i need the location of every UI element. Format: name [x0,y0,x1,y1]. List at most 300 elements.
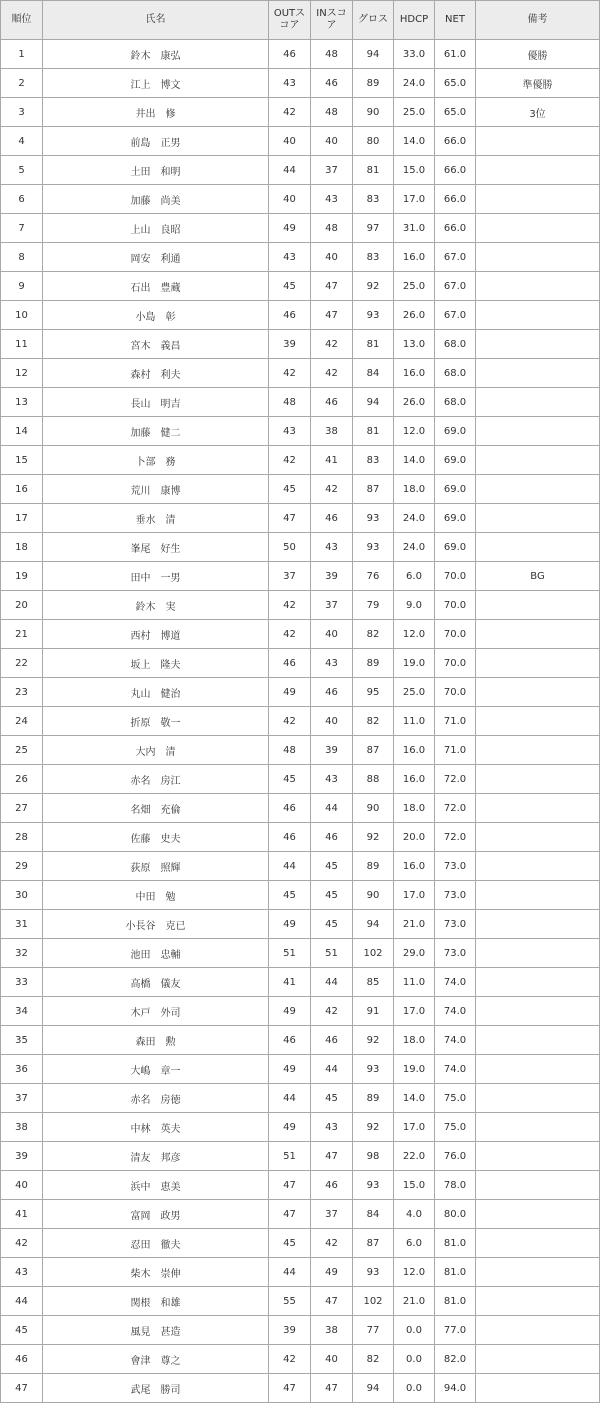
rank-cell: 21 [1,620,43,649]
out-score-cell: 47 [269,504,311,533]
rank-cell: 30 [1,881,43,910]
hdcp-cell: 26.0 [394,388,435,417]
rank-cell: 45 [1,1316,43,1345]
in-score-cell: 43 [311,765,353,794]
note-cell [476,1113,600,1142]
out-score-cell: 45 [269,881,311,910]
name-cell: 上山 良昭 [43,214,269,243]
name-cell: 西村 博道 [43,620,269,649]
name-cell: 鈴木 康弘 [43,40,269,69]
rank-cell: 28 [1,823,43,852]
in-score-cell: 43 [311,649,353,678]
table-row [1,1026,600,1055]
name-cell: 峯尾 好生 [43,533,269,562]
name-cell: 垂水 清 [43,504,269,533]
table-row [1,649,600,678]
net-cell: 74.0 [435,1026,476,1055]
table-row [1,620,600,649]
hdcp-cell: 31.0 [394,214,435,243]
gross-cell: 92 [353,1113,394,1142]
net-cell: 68.0 [435,388,476,417]
in-score-cell: 46 [311,678,353,707]
out-score-cell: 46 [269,40,311,69]
in-score-cell: 48 [311,98,353,127]
hdcp-cell: 18.0 [394,794,435,823]
name-cell: 小島 彰 [43,301,269,330]
hdcp-cell: 29.0 [394,939,435,968]
note-cell: BG [476,562,600,591]
hdcp-cell: 17.0 [394,1113,435,1142]
net-cell: 70.0 [435,678,476,707]
note-cell [476,939,600,968]
note-cell [476,1229,600,1258]
gross-cell: 90 [353,98,394,127]
gross-cell: 81 [353,417,394,446]
in-score-cell: 43 [311,533,353,562]
note-cell [476,127,600,156]
table-row [1,330,600,359]
hdcp-cell: 12.0 [394,620,435,649]
note-cell [476,1345,600,1374]
name-cell: 森田 勲 [43,1026,269,1055]
note-cell [476,156,600,185]
gross-cell: 93 [353,301,394,330]
in-score-cell: 48 [311,40,353,69]
name-cell: 清友 邦彦 [43,1142,269,1171]
gross-cell: 77 [353,1316,394,1345]
gross-cell: 92 [353,272,394,301]
table-row [1,1055,600,1084]
table-row [1,562,600,591]
net-cell: 73.0 [435,939,476,968]
gross-cell: 76 [353,562,394,591]
out-score-cell: 42 [269,98,311,127]
name-cell: 森村 利夫 [43,359,269,388]
hdcp-cell: 14.0 [394,446,435,475]
gross-cell: 87 [353,1229,394,1258]
table-row [1,359,600,388]
gross-cell: 84 [353,359,394,388]
hdcp-cell: 24.0 [394,504,435,533]
table-row [1,1316,600,1345]
net-cell: 67.0 [435,272,476,301]
rank-cell: 33 [1,968,43,997]
hdcp-cell: 17.0 [394,997,435,1026]
header-row [1,1,600,40]
hdcp-cell: 19.0 [394,1055,435,1084]
gross-cell: 97 [353,214,394,243]
in-score-cell: 45 [311,910,353,939]
net-cell: 77.0 [435,1316,476,1345]
hdcp-cell: 18.0 [394,475,435,504]
rank-cell: 3 [1,98,43,127]
out-score-cell: 47 [269,1200,311,1229]
rank-cell: 37 [1,1084,43,1113]
header-out-score: OUTスコア [269,1,311,40]
header-hdcp: HDCP [394,1,435,40]
out-score-cell: 44 [269,1084,311,1113]
table-row [1,881,600,910]
in-score-cell: 38 [311,417,353,446]
name-cell: 小長谷 克已 [43,910,269,939]
out-score-cell: 55 [269,1287,311,1316]
rank-cell: 38 [1,1113,43,1142]
rank-cell: 4 [1,127,43,156]
out-score-cell: 49 [269,1113,311,1142]
net-cell: 74.0 [435,1055,476,1084]
note-cell [476,736,600,765]
hdcp-cell: 13.0 [394,330,435,359]
note-cell: 3位 [476,98,600,127]
out-score-cell: 46 [269,823,311,852]
gross-cell: 92 [353,1026,394,1055]
note-cell [476,707,600,736]
table-row [1,214,600,243]
net-cell: 68.0 [435,330,476,359]
hdcp-cell: 25.0 [394,98,435,127]
out-score-cell: 41 [269,968,311,997]
in-score-cell: 45 [311,1084,353,1113]
net-cell: 75.0 [435,1084,476,1113]
rank-cell: 17 [1,504,43,533]
gross-cell: 83 [353,185,394,214]
out-score-cell: 46 [269,794,311,823]
table-row [1,939,600,968]
net-cell: 71.0 [435,707,476,736]
name-cell: 折原 敬一 [43,707,269,736]
note-cell [476,1200,600,1229]
out-score-cell: 39 [269,1316,311,1345]
rank-cell: 9 [1,272,43,301]
in-score-cell: 45 [311,881,353,910]
hdcp-cell: 15.0 [394,156,435,185]
out-score-cell: 48 [269,736,311,765]
hdcp-cell: 12.0 [394,417,435,446]
rank-cell: 24 [1,707,43,736]
note-cell [476,504,600,533]
rank-cell: 44 [1,1287,43,1316]
gross-cell: 93 [353,504,394,533]
in-score-cell: 48 [311,214,353,243]
name-cell: 武尾 勝司 [43,1374,269,1403]
hdcp-cell: 16.0 [394,359,435,388]
in-score-cell: 47 [311,1374,353,1403]
name-cell: 大嶋 章一 [43,1055,269,1084]
gross-cell: 93 [353,1055,394,1084]
in-score-cell: 43 [311,1113,353,1142]
net-cell: 66.0 [435,185,476,214]
gross-cell: 90 [353,794,394,823]
name-cell: 宮木 義昌 [43,330,269,359]
gross-cell: 93 [353,1258,394,1287]
note-cell [476,417,600,446]
name-cell: 前島 正男 [43,127,269,156]
name-cell: 土田 和明 [43,156,269,185]
in-score-cell: 37 [311,156,353,185]
table-row [1,707,600,736]
net-cell: 71.0 [435,736,476,765]
gross-cell: 94 [353,910,394,939]
note-cell [476,678,600,707]
in-score-cell: 47 [311,1287,353,1316]
note-cell [476,1142,600,1171]
gross-cell: 89 [353,852,394,881]
in-score-cell: 46 [311,823,353,852]
in-score-cell: 47 [311,301,353,330]
note-cell [476,533,600,562]
hdcp-cell: 15.0 [394,1171,435,1200]
net-cell: 66.0 [435,214,476,243]
table-row [1,446,600,475]
name-cell: 名畑 充倫 [43,794,269,823]
hdcp-cell: 14.0 [394,1084,435,1113]
gross-cell: 89 [353,649,394,678]
net-cell: 70.0 [435,620,476,649]
table-row [1,1142,600,1171]
table-row [1,388,600,417]
table-row [1,504,600,533]
note-cell [476,881,600,910]
gross-cell: 94 [353,388,394,417]
table-row [1,678,600,707]
rank-cell: 22 [1,649,43,678]
net-cell: 66.0 [435,156,476,185]
in-score-cell: 44 [311,968,353,997]
out-score-cell: 45 [269,765,311,794]
hdcp-cell: 14.0 [394,127,435,156]
name-cell: 丸山 健治 [43,678,269,707]
net-cell: 69.0 [435,533,476,562]
hdcp-cell: 6.0 [394,562,435,591]
name-cell: 荒川 康博 [43,475,269,504]
net-cell: 73.0 [435,910,476,939]
note-cell [476,301,600,330]
name-cell: 鈴木 実 [43,591,269,620]
rank-cell: 27 [1,794,43,823]
in-score-cell: 39 [311,562,353,591]
hdcp-cell: 25.0 [394,272,435,301]
rank-cell: 19 [1,562,43,591]
table-row [1,968,600,997]
rank-cell: 5 [1,156,43,185]
note-cell [476,852,600,881]
out-score-cell: 40 [269,185,311,214]
net-cell: 74.0 [435,968,476,997]
net-cell: 66.0 [435,127,476,156]
gross-cell: 83 [353,446,394,475]
in-score-cell: 40 [311,707,353,736]
net-cell: 67.0 [435,243,476,272]
out-score-cell: 45 [269,272,311,301]
net-cell: 70.0 [435,649,476,678]
net-cell: 81.0 [435,1258,476,1287]
in-score-cell: 38 [311,1316,353,1345]
note-cell [476,475,600,504]
rank-cell: 47 [1,1374,43,1403]
hdcp-cell: 16.0 [394,852,435,881]
in-score-cell: 39 [311,736,353,765]
hdcp-cell: 20.0 [394,823,435,852]
rank-cell: 14 [1,417,43,446]
out-score-cell: 43 [269,243,311,272]
net-cell: 78.0 [435,1171,476,1200]
header-net: NET [435,1,476,40]
hdcp-cell: 16.0 [394,765,435,794]
table-row [1,1171,600,1200]
name-cell: 忍田 徹夫 [43,1229,269,1258]
hdcp-cell: 0.0 [394,1345,435,1374]
table-row [1,1229,600,1258]
rank-cell: 10 [1,301,43,330]
name-cell: 加藤 尚美 [43,185,269,214]
gross-cell: 82 [353,1345,394,1374]
table-row [1,40,600,69]
name-cell: 佐藤 史夫 [43,823,269,852]
rank-cell: 16 [1,475,43,504]
rank-cell: 29 [1,852,43,881]
note-cell [476,1026,600,1055]
out-score-cell: 49 [269,997,311,1026]
net-cell: 68.0 [435,359,476,388]
out-score-cell: 47 [269,1171,311,1200]
note-cell [476,1287,600,1316]
table-row [1,997,600,1026]
note-cell [476,649,600,678]
rank-cell: 6 [1,185,43,214]
out-score-cell: 50 [269,533,311,562]
table-row [1,823,600,852]
gross-cell: 87 [353,475,394,504]
net-cell: 81.0 [435,1229,476,1258]
note-cell [476,330,600,359]
in-score-cell: 41 [311,446,353,475]
note-cell [476,910,600,939]
rank-cell: 20 [1,591,43,620]
in-score-cell: 44 [311,794,353,823]
table-row [1,417,600,446]
net-cell: 65.0 [435,98,476,127]
rank-cell: 46 [1,1345,43,1374]
out-score-cell: 42 [269,707,311,736]
note-cell [476,1374,600,1403]
in-score-cell: 46 [311,1171,353,1200]
gross-cell: 87 [353,736,394,765]
gross-cell: 80 [353,127,394,156]
note-cell [476,214,600,243]
table-row [1,1345,600,1374]
net-cell: 69.0 [435,417,476,446]
note-cell [476,823,600,852]
note-cell [476,968,600,997]
in-score-cell: 44 [311,1055,353,1084]
in-score-cell: 46 [311,69,353,98]
out-score-cell: 45 [269,1229,311,1258]
net-cell: 72.0 [435,823,476,852]
name-cell: 中林 英夫 [43,1113,269,1142]
gross-cell: 102 [353,939,394,968]
hdcp-cell: 11.0 [394,968,435,997]
gross-cell: 95 [353,678,394,707]
out-score-cell: 44 [269,852,311,881]
in-score-cell: 42 [311,1229,353,1258]
hdcp-cell: 0.0 [394,1374,435,1403]
rank-cell: 18 [1,533,43,562]
in-score-cell: 46 [311,1026,353,1055]
net-cell: 94.0 [435,1374,476,1403]
note-cell [476,1055,600,1084]
header-rank: 順位 [1,1,43,40]
net-cell: 73.0 [435,881,476,910]
in-score-cell: 47 [311,272,353,301]
name-cell: 加藤 健二 [43,417,269,446]
out-score-cell: 49 [269,910,311,939]
out-score-cell: 51 [269,1142,311,1171]
net-cell: 70.0 [435,562,476,591]
gross-cell: 89 [353,1084,394,1113]
hdcp-cell: 26.0 [394,301,435,330]
gross-cell: 82 [353,707,394,736]
hdcp-cell: 17.0 [394,185,435,214]
table-row [1,69,600,98]
in-score-cell: 49 [311,1258,353,1287]
name-cell: 江上 博文 [43,69,269,98]
note-cell: 優勝 [476,40,600,69]
table-row [1,127,600,156]
net-cell: 76.0 [435,1142,476,1171]
net-cell: 81.0 [435,1287,476,1316]
net-cell: 69.0 [435,475,476,504]
gross-cell: 93 [353,1171,394,1200]
hdcp-cell: 11.0 [394,707,435,736]
note-cell [476,1316,600,1345]
gross-cell: 92 [353,823,394,852]
note-cell [476,1084,600,1113]
table-row [1,1374,600,1403]
header-gross: グロス [353,1,394,40]
header-in-score: INスコア [311,1,353,40]
name-cell: 木戸 外司 [43,997,269,1026]
hdcp-cell: 9.0 [394,591,435,620]
gross-cell: 94 [353,40,394,69]
in-score-cell: 46 [311,388,353,417]
rank-cell: 41 [1,1200,43,1229]
table-row [1,1258,600,1287]
hdcp-cell: 33.0 [394,40,435,69]
out-score-cell: 47 [269,1374,311,1403]
out-score-cell: 49 [269,1055,311,1084]
in-score-cell: 45 [311,852,353,881]
out-score-cell: 43 [269,417,311,446]
net-cell: 74.0 [435,997,476,1026]
hdcp-cell: 6.0 [394,1229,435,1258]
in-score-cell: 42 [311,330,353,359]
net-cell: 80.0 [435,1200,476,1229]
net-cell: 72.0 [435,765,476,794]
name-cell: 大内 清 [43,736,269,765]
table-row [1,910,600,939]
gross-cell: 90 [353,881,394,910]
table-row [1,185,600,214]
hdcp-cell: 24.0 [394,533,435,562]
out-score-cell: 37 [269,562,311,591]
hdcp-cell: 12.0 [394,1258,435,1287]
in-score-cell: 46 [311,504,353,533]
note-cell [476,359,600,388]
out-score-cell: 45 [269,475,311,504]
rank-cell: 1 [1,40,43,69]
hdcp-cell: 4.0 [394,1200,435,1229]
name-cell: 池田 忠輔 [43,939,269,968]
